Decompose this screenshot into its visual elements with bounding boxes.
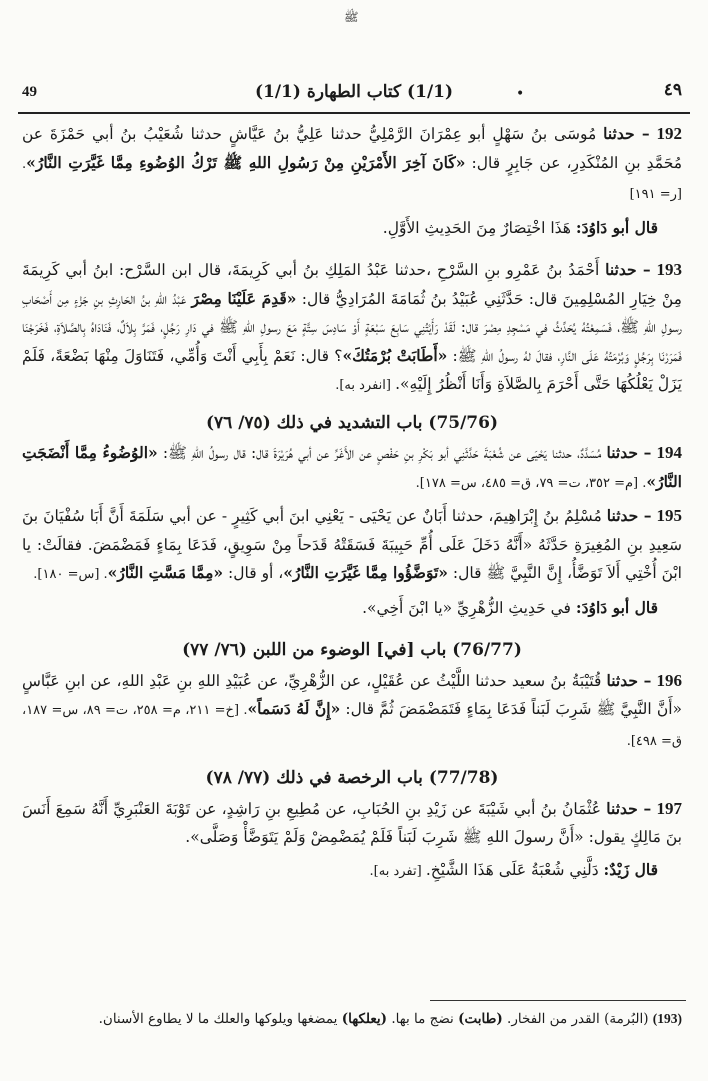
note-reference: [تفرد به]. <box>369 863 426 879</box>
hadith-quote: «قَدِمَ عَلَيْنَا مِصْرَ <box>191 288 297 308</box>
hadith-number: 195 <box>656 506 683 525</box>
top-ornament: ﷺ <box>344 10 359 24</box>
hadith-text: ؟ قال: نَعَمْ بِأَبِي أَنْتَ وَأُمِّي، فَتَنَاوَلَ مِنْهَا بَضْعَةً، فَلَمْ يَزَلْ يَعْلُكُهَا حَتَّى أَحْرَمَ بِالصَّلاَةِ وَأَنَا أَنْظُرُ إِلَيْهِ». <box>22 346 682 393</box>
note-text: دَلَّنِي شُعْبَةُ عَلَى هَذَا الشَّيْخِ. <box>425 860 604 879</box>
hadith-text: عُثْمَانُ بنُ أبي شَيْبَةَ عن زَيْدِ بنِ الحُبَابِ، عن مُطِيعِ بنِ رَاشِدٍ، عن تَوْبَةَ العَنْبَرِيِّ أَنَّهُ سَمِعَ أَنَسَ بنَ مَالِكٍ يقول: «أَنَّ رسولَ اللهِ ﷺ شَرِبَ لَبَناً فَلَمْ يُمَضْمِضْ وَلَمْ يَتَوَضَّأْ وَصَلَّى». <box>22 799 682 846</box>
hadith-192 <box>22 120 682 210</box>
hadith-193 <box>22 256 682 401</box>
hadith-reference: . [م= ٣٥٢، ت= ٧٩، ق= ٤٨٥، س= ١٧٨]. <box>415 475 647 491</box>
hadith-text: مُسْلِمُ بنُ إِبْرَاهِيمَ، حدثنا أَبَانٌ عن يَحْيَى - يَعْنِي ابنَ أبي كَثِيرٍ - عن أبي سَلَمَةَ أَنَّ أَبَا سُفْيَانَ بنَ سَعِيدِ بنِ المُغِيرَةِ حَدَّثَهُ «أَنَّهُ دَخَلَ عَلَى أُمِّ حَبِيبَةَ فَسَقَتْهُ قَدَحاً مِنْ سَوِيقٍ، فَدَعَا بِمَاءٍ فَمَضْمَضَ. فقالَتْ: يا ابْنَ أُخْتِي أَلاَ تَوَضَّأُ، إِنَّ النَّبِيَّ ﷺ قال: <box>22 507 682 582</box>
hadith-reference: [انفرد به]. <box>335 378 396 393</box>
abu-dawud-note-192 <box>22 214 682 243</box>
hadith-quote: «الوُضُوءُ مِمَّا أَنْضَجَتِ النَّارُ» <box>22 443 682 491</box>
footnote-text: يمضغها ويلوكها والعلك ما لا يطاوع الأسنان. <box>98 1011 342 1027</box>
footnote <box>22 1008 682 1030</box>
note-label: قال أبو دَاوُدَ: <box>575 597 658 617</box>
chapter-heading-76: (75/76) باب التشديد في ذلك (٧٥/ ٧٦) <box>205 412 499 433</box>
note-text: هَذَا اخْتِصَارٌ مِنَ الحَدِيثِ الأَوَّلِ. <box>382 218 576 237</box>
hadith-197 <box>22 795 682 852</box>
zayd-note-197 <box>22 856 682 887</box>
page-number-arabic: ٤٩ <box>663 80 682 100</box>
hadith-text: أَحْمَدُ بنُ عَمْرِو بنِ السَّرْحِ ،حدثنا عَبْدُ المَلِكِ بنُ أبي كَرِيمَةَ، قال ابن السَّرْح: ابنُ أبي كَرِيمَةَ مِنْ خِيَارِ المُسْلِمِينَ قال: حَدَّثَنِي عُبَيْدُ بنُ ثُمَامَةَ المُرَادِيُّ قال: <box>22 261 682 308</box>
hadith-quote: «إِنَّ لَهُ دَسَماً» <box>247 699 341 718</box>
chapter-heading-77: (76/77) باب [في] الوضوء من اللبن (٧٦/ ٧٧) <box>182 640 522 660</box>
note-label: قال زَيْدٌ: <box>603 859 658 879</box>
footnote-text: نضج ما بها. <box>387 1011 459 1027</box>
hadith-quote: «مِمَّا مَسَّتِ النَّارُ» <box>107 563 224 582</box>
note-text: في حَدِيثِ الزُّهْرِيِّ «يا ابْنَ أَخِي». <box>362 598 576 617</box>
hadith-text: مُوسَى بنُ سَهْلٍ أبو عِمْرَانَ الرَّمْلِيُّ حدثنا عَلِيُّ بنُ عَيَّاشٍ حدثنا شُعَيْبُ بنُ أبي حَمْزَةَ عن مُحَمَّدِ بنِ المُنْكَدِرِ، عن جَابِرٍ قال: <box>22 125 683 172</box>
hadith-text: قُتَيْبَةُ بنُ سعيد حدثنا اللَّيْثُ عن عُقَيْلٍ، عن الزُّهْرِيِّ، عن عُبَيْدِ اللهِ بنِ عَبْدِ اللهِ، عن ابنِ عَبَّاسٍ «أَنَّ النَّبِيَّ ﷺ شَرِبَ لَبَناً فَدَعَا بِمَاءٍ فَتَمَضْمَضَ ثُمَّ قال: <box>22 671 682 718</box>
note-label: قال أبو دَاوُدَ: <box>575 217 658 237</box>
chapter-heading-78: (77/78) باب الرخصة في ذلك (٧٧/ ٧٨) <box>205 768 499 788</box>
hadith-196 <box>22 667 682 757</box>
hadith-text: ، أو قال: <box>223 564 284 582</box>
abu-dawud-note-195 <box>22 594 682 623</box>
page-number-latin: 49 <box>22 84 37 100</box>
hadith-text: مُسَدَّدٌ، حدثنا يَحْيَى عن شُعْبَةَ حَدَّثَنِي أبو بَكْرِ بنِ حَفْصٍ عن الأَغَرِّ عن أبي هُرَيْرَةَ قال: قال رسولُ اللهِ ﷺ: <box>157 444 607 462</box>
hadith-reference: . [خ= ٢١١، م= ٢٥٨، ت= ٨٩، س= ١٨٧، ق= ٤٩٨]. <box>22 703 682 749</box>
running-title: (1/1) كتاب الطهارة (1/1) <box>254 82 454 102</box>
hadith-number: 193 <box>656 260 682 279</box>
footnote-rule <box>430 1000 686 1001</box>
footnote-term: (يعلكها) <box>341 1011 388 1027</box>
hadith-quote: «أَطَابَتْ بُرْمَتُكَ» <box>342 345 448 365</box>
footnote-text: (البُرمة) القدر من الفخار. <box>502 1011 653 1027</box>
hadith-194 <box>22 439 682 498</box>
footnote-term: (طابت) <box>458 1011 503 1027</box>
header-dot: • <box>516 86 525 102</box>
hadith-reference: . [ر= ١٩١] <box>22 156 682 202</box>
hadith-quote: «كَانَ آخِرَ الأَمْرَيْنِ مِنْ رَسُولِ اللهِ ﷺ تَرْكُ الوُضُوءِ مِمَّا غَيَّرَتِ النَّارُ» <box>26 152 466 172</box>
hadith-lead: – حدثنا <box>606 798 652 818</box>
page-header <box>18 78 690 110</box>
main-text <box>22 120 682 900</box>
footnote-number: (193) <box>652 1011 682 1026</box>
hadith-number: 197 <box>656 798 682 818</box>
hadith-reference: . [س= ١٨٠]. <box>33 567 108 582</box>
hadith-number: 196 <box>656 670 682 690</box>
header-rule <box>18 112 690 114</box>
hadith-195 <box>22 502 682 590</box>
hadith-lead: – حدثنا <box>606 443 652 462</box>
hadith-lead: – حدثنا <box>605 260 651 279</box>
hadith-number: 194 <box>656 443 682 462</box>
hadith-number: 192 <box>656 124 683 143</box>
hadith-text: عَبْدُ اللهِ بنُ الحَارِثِ بنِ جَزْءٍ مِن أَصْحَابِ رسولِ اللهِ ﷺ، فَسَمِعْتُهُ يُحَدِّثُ في مَسْجِدِ مِصْرَ قال: لَقَدْ رَأَيْتُنِي سَابِعَ سَبْعَةٍ أَوْ سَادِسَ سِتَّةٍ مَعَ رسولِ اللهِ ﷺ في دَارِ رَجُلٍ، فَمَرَّ بِلاَلٌ، فَنَادَاهُ بِالصَّلاَةِ، فَخَرَجْنَا فَمَرَرْنَا بِرَجُلٍ وَبُرْمَتُهُ عَلَى النَّارِ، فقالَ لهُ رسولُ اللهِ ﷺ: <box>22 289 682 365</box>
hadith-lead: – حدثنا <box>606 506 652 525</box>
hadith-lead: – حدثنا <box>606 670 652 690</box>
hadith-quote: «تَوَضَّؤُوا مِمَّا غَيَّرَتِ النَّارُ» <box>283 563 448 582</box>
hadith-lead: – حدثنا <box>603 124 650 143</box>
